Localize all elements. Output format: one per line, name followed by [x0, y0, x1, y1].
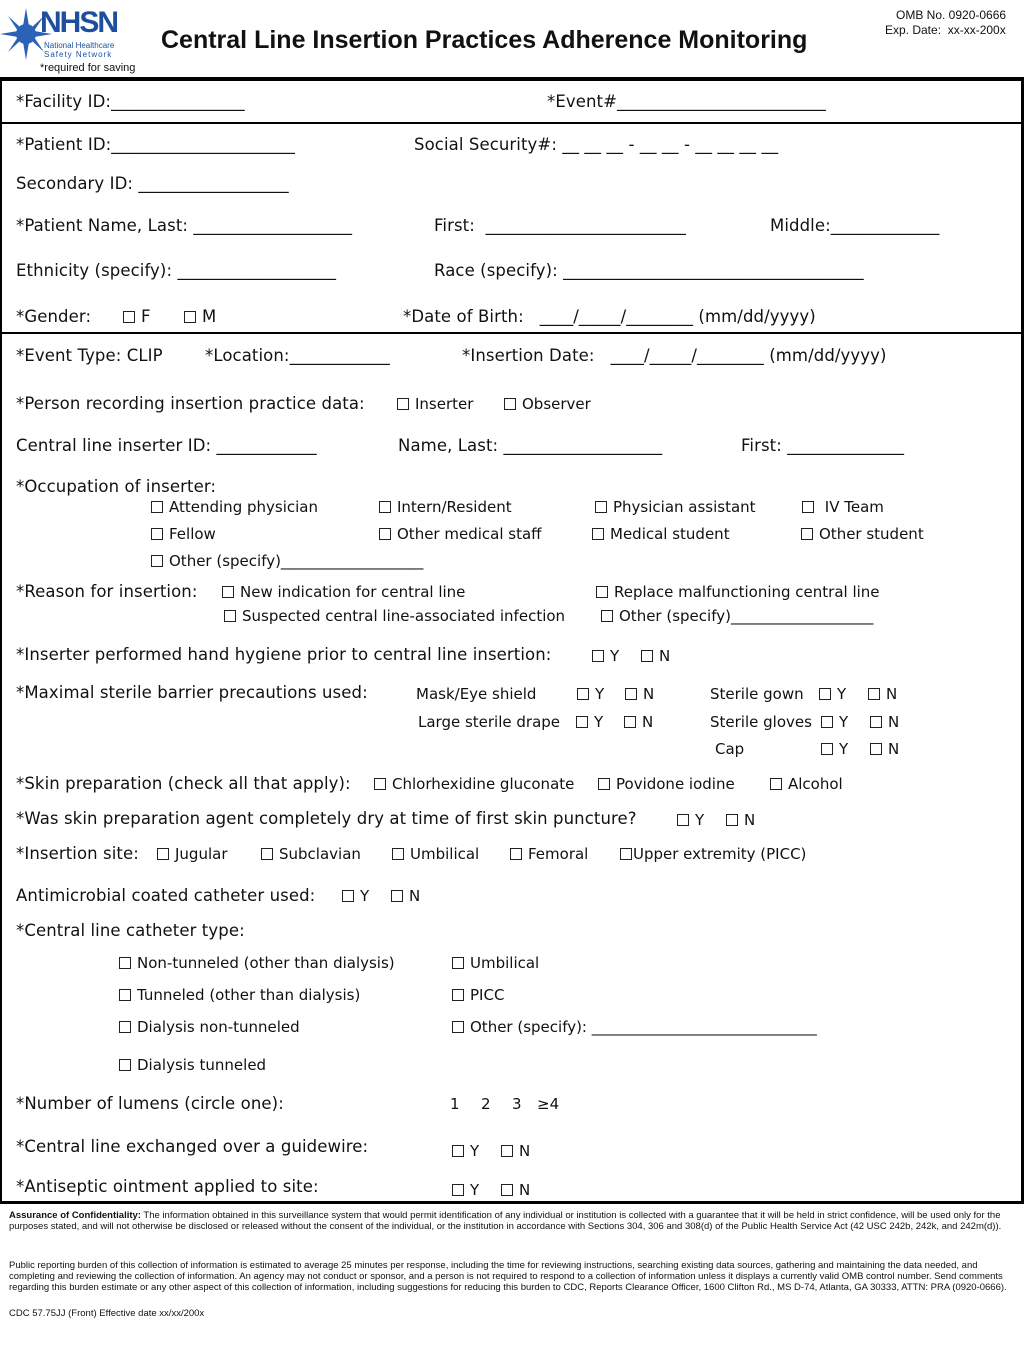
facility-id-field[interactable]: *Facility ID:________________ [16, 92, 245, 111]
nhsn-logo [0, 6, 140, 62]
lumen-option-2[interactable]: 2 [481, 1095, 491, 1113]
reason-other-checkbox[interactable] [601, 607, 873, 625]
drape-yes-checkbox[interactable] [576, 713, 603, 731]
cap-label: Cap [715, 740, 745, 758]
reason-label: *Reason for insertion: [16, 582, 198, 601]
logo-line2: Safety Network [44, 50, 113, 59]
checkbox-icon [261, 848, 273, 860]
ct-other-label: Other (specify): ______________________________ [470, 1018, 817, 1036]
patient-first-name-field[interactable]: First: ________________________ [434, 216, 686, 235]
person-recording-label: *Person recording insertion practice data: [16, 394, 365, 413]
top-rule [0, 77, 1024, 81]
date-of-birth-field[interactable]: *Date of Birth: ____/_____/________ (mm/dd/yyyy) [403, 307, 816, 326]
chg-checkbox[interactable] [374, 775, 574, 793]
insertion-date-field[interactable]: *Insertion Date: ____/_____/________ (mm/dd/yyyy) [462, 346, 887, 365]
checkbox-icon [222, 586, 234, 598]
drape-label: Large sterile drape [418, 713, 561, 731]
no-label: N [519, 1142, 531, 1160]
checkbox-icon [592, 650, 604, 662]
checkbox-icon [577, 688, 589, 700]
checkbox-icon [119, 1021, 131, 1033]
checkbox-icon [819, 688, 831, 700]
chg-label: Chlorhexidine gluconate [392, 775, 575, 793]
ct-dialysis-tun-checkbox[interactable] [119, 1056, 266, 1074]
drape-no-checkbox[interactable] [624, 713, 653, 731]
checkbox-icon [601, 610, 613, 622]
occ-attending-checkbox[interactable] [151, 498, 318, 516]
expiration-date: Exp. Date: xx-xx-200x [885, 23, 1006, 37]
ct-picc-label: PICC [470, 986, 505, 1004]
occ-attending-label: Attending physician [169, 498, 318, 516]
checkbox-icon [119, 957, 131, 969]
patient-middle-name-field[interactable]: Middle:_____________ [770, 216, 940, 235]
checkbox-icon [119, 989, 131, 1001]
inserter-id-field[interactable]: Central line inserter ID: ____________ [16, 436, 317, 455]
checkbox-icon [510, 848, 522, 860]
dry-no-checkbox[interactable] [726, 811, 755, 829]
alcohol-checkbox[interactable] [770, 775, 843, 793]
gloves-label: Sterile gloves [710, 713, 812, 731]
ct-umbilical-label: Umbilical [470, 954, 540, 972]
checkbox-icon [151, 501, 163, 513]
yes-label: Y [360, 887, 370, 905]
no-label: N [643, 685, 655, 703]
occ-intern-label: Intern/Resident [397, 498, 512, 516]
checkbox-icon [119, 1059, 131, 1071]
checkbox-icon [379, 528, 391, 540]
checkbox-icon [598, 778, 610, 790]
race-field[interactable]: Race (specify): ____________________________________ [434, 261, 864, 280]
occ-other-student-checkbox[interactable] [801, 525, 924, 543]
occ-fellow-checkbox[interactable] [151, 525, 216, 543]
yes-label: Y [470, 1181, 480, 1199]
reason-replace-label: Replace malfunctioning central line [614, 583, 880, 601]
occ-fellow-label: Fellow [169, 525, 216, 543]
checkbox-icon [592, 528, 604, 540]
checkbox-icon [641, 650, 653, 662]
ct-dialysis-non-label: Dialysis non-tunneled [137, 1018, 300, 1036]
dry-label: *Was skin preparation agent completely dry at time of first skin puncture? [16, 809, 637, 828]
checkbox-icon [392, 848, 404, 860]
event-type: *Event Type: CLIP [16, 346, 163, 365]
reason-other-label: Other (specify)___________________ [619, 607, 874, 625]
insertion-site-label: *Insertion site: [16, 844, 139, 863]
catheter-type-label: *Central line catheter type: [16, 921, 245, 940]
hygiene-no-checkbox[interactable] [641, 647, 670, 665]
occ-other-staff-checkbox[interactable] [379, 525, 542, 543]
checkbox-icon [501, 1145, 513, 1157]
gloves-no-checkbox[interactable] [870, 713, 899, 731]
antimicrobial-label: Antimicrobial coated catheter used: [16, 886, 316, 905]
checkbox-icon [379, 501, 391, 513]
ssn-field[interactable]: Social Security#: __ __ __ - __ __ - __ __ __ __ [414, 135, 779, 154]
inserter-label: Inserter [415, 395, 474, 413]
checkbox-icon [452, 989, 464, 1001]
checkbox-icon [620, 848, 632, 860]
checkbox-icon [821, 716, 833, 728]
checkbox-icon [870, 743, 882, 755]
yes-label: Y [695, 811, 705, 829]
ointment-yes-checkbox[interactable] [452, 1181, 479, 1199]
antimicrobial-yes-checkbox[interactable] [342, 887, 369, 905]
checkbox-icon [596, 586, 608, 598]
form-id: CDC 57.75JJ (Front) Effective date xx/xx/200x [9, 1308, 205, 1319]
no-label: N [886, 685, 898, 703]
ct-nontunneled-label: Non-tunneled (other than dialysis) [137, 954, 395, 972]
inserter-first-name-field[interactable]: First: ______________ [741, 436, 905, 455]
occ-other-staff-label: Other medical staff [397, 525, 542, 543]
no-label: N [888, 740, 900, 758]
page-title: Central Line Insertion Practices Adherence Monitoring [161, 26, 808, 54]
lumen-option-1[interactable]: 1 [450, 1095, 460, 1113]
checkbox-icon [821, 743, 833, 755]
confidentiality-text: The information obtained in this surveillance system that would permit identification of any individual or institution is collected with a guarantee that it will be held in strict confidence, will be used only for the purposes stated, and will not otherwise be disclosed or released without the consent of the individual, or the institution in accordance with Sections 304, 306 and 308(d) of the Public Health Service Act (42 USC 242b, 242k, and 242m(d)). [9, 1210, 1002, 1232]
guidewire-label: *Central line exchanged over a guidewire: [16, 1137, 369, 1156]
ointment-no-checkbox[interactable] [501, 1181, 530, 1199]
hygiene-yes-checkbox[interactable] [592, 647, 619, 665]
inserter-last-name-field[interactable]: Name, Last: ___________________ [398, 436, 663, 455]
checkbox-icon [397, 398, 409, 410]
lumen-option-3[interactable]: 3 [512, 1095, 522, 1113]
gender-f-checkbox[interactable] [123, 307, 151, 326]
no-label: N [519, 1181, 531, 1199]
no-label: N [409, 887, 421, 905]
site-femoral-checkbox[interactable] [510, 845, 588, 863]
site-subclavian-checkbox[interactable] [261, 845, 361, 863]
reason-new-checkbox[interactable] [222, 583, 465, 601]
checkbox-icon [576, 716, 588, 728]
mask-label: Mask/Eye shield [416, 685, 537, 703]
occ-intern-checkbox[interactable] [379, 498, 512, 516]
yes-label: Y [470, 1142, 480, 1160]
antimicrobial-no-checkbox[interactable] [391, 887, 420, 905]
confidentiality-heading: Assurance of Confidentiality: [9, 1210, 141, 1221]
no-label: N [888, 713, 900, 731]
site-picc-label: Upper extremity (PICC) [633, 845, 807, 863]
site-subclavian-label: Subclavian [279, 845, 361, 863]
checkbox-icon [452, 1184, 464, 1196]
site-umbilical-label: Umbilical [410, 845, 480, 863]
checkbox-icon [868, 688, 880, 700]
alcohol-label: Alcohol [788, 775, 843, 793]
occ-other-label: Other (specify)___________________ [169, 552, 424, 570]
checkbox-icon [452, 1145, 464, 1157]
section-divider-1 [0, 122, 1024, 124]
ethnicity-field[interactable]: Ethnicity (specify): ___________________ [16, 261, 337, 280]
ct-nontunneled-checkbox[interactable] [119, 954, 395, 972]
checkbox-icon [501, 1184, 513, 1196]
logo-line1: National Healthcare [44, 41, 115, 50]
ct-tunneled-checkbox[interactable] [119, 986, 360, 1004]
checkbox-icon [625, 688, 637, 700]
site-femoral-label: Femoral [528, 845, 589, 863]
gender-m-label: M [202, 307, 217, 326]
gown-no-checkbox[interactable] [868, 685, 897, 703]
checkbox-icon [342, 890, 354, 902]
confidentiality-statement [9, 1210, 1014, 1232]
logo-wordmark: NHSN [40, 6, 118, 39]
checkbox-icon [391, 890, 403, 902]
yes-label: Y [837, 685, 847, 703]
gender-m-checkbox[interactable] [184, 307, 216, 326]
observer-checkbox[interactable] [504, 395, 591, 413]
checkbox-icon [801, 528, 813, 540]
ointment-label: *Antiseptic ointment applied to site: [16, 1177, 319, 1196]
section-divider-2 [0, 332, 1024, 334]
checkbox-icon [184, 311, 196, 323]
ct-dialysis-tun-label: Dialysis tunneled [137, 1056, 267, 1074]
checkbox-icon [452, 957, 464, 969]
reason-suspected-label: Suspected central line-associated infection [242, 607, 566, 625]
observer-label: Observer [522, 395, 591, 413]
no-label: N [744, 811, 756, 829]
cap-yes-checkbox[interactable] [821, 740, 848, 758]
ct-tunneled-label: Tunneled (other than dialysis) [137, 986, 361, 1004]
hand-hygiene-label: *Inserter performed hand hygiene prior to central line insertion: [16, 645, 552, 664]
checkbox-icon [224, 610, 236, 622]
occ-med-student-label: Medical student [610, 525, 730, 543]
checkbox-icon [770, 778, 782, 790]
ct-other-checkbox[interactable] [452, 1018, 817, 1036]
reason-replace-checkbox[interactable] [596, 583, 880, 601]
site-umbilical-checkbox[interactable] [392, 845, 479, 863]
occ-pa-checkbox[interactable] [595, 498, 756, 516]
gender-f-label: F [141, 307, 151, 326]
inserter-checkbox[interactable] [397, 395, 473, 413]
checkbox-icon [802, 501, 814, 513]
reason-suspected-checkbox[interactable] [224, 607, 565, 625]
checkbox-icon [374, 778, 386, 790]
occ-pa-label: Physician assistant [613, 498, 756, 516]
checkbox-icon [624, 716, 636, 728]
yes-label: Y [839, 713, 849, 731]
site-picc-checkbox[interactable] [620, 845, 806, 863]
checkbox-icon [123, 311, 135, 323]
occ-other-student-label: Other student [819, 525, 924, 543]
guidewire-no-checkbox[interactable] [501, 1142, 530, 1160]
ct-picc-checkbox[interactable] [452, 986, 504, 1004]
gender-label: *Gender: [16, 307, 92, 326]
guidewire-yes-checkbox[interactable] [452, 1142, 479, 1160]
required-note: *required for saving [40, 62, 136, 74]
checkbox-icon [504, 398, 516, 410]
dry-yes-checkbox[interactable] [677, 811, 704, 829]
occ-iv-label: IV Team [820, 498, 884, 516]
reason-new-label: New indication for central line [240, 583, 466, 601]
bottom-rule [0, 1201, 1024, 1204]
occ-iv-checkbox[interactable] [802, 498, 884, 516]
event-number-field[interactable]: *Event#_________________________ [547, 92, 826, 111]
occ-other-checkbox[interactable] [151, 552, 423, 570]
checkbox-icon [157, 848, 169, 860]
cap-no-checkbox[interactable] [870, 740, 899, 758]
checkbox-icon [726, 814, 738, 826]
checkbox-icon [677, 814, 689, 826]
gloves-yes-checkbox[interactable] [821, 713, 848, 731]
occ-med-student-checkbox[interactable] [592, 525, 730, 543]
barrier-label: *Maximal sterile barrier precautions used: [16, 683, 368, 702]
povidone-checkbox[interactable] [598, 775, 735, 793]
mask-yes-checkbox[interactable] [577, 685, 604, 703]
site-jugular-label: Jugular [175, 845, 228, 863]
left-border [0, 80, 2, 1204]
occupation-label: *Occupation of inserter: [16, 477, 217, 496]
checkbox-icon [151, 555, 163, 567]
patient-id-field[interactable]: *Patient ID:______________________ [16, 135, 295, 154]
burden-statement: Public reporting burden of this collection of information is estimated to average 25 minutes per response, including the time for reviewing instructions, searching existing data sources, gathering and maintaining the data needed, and completing and reviewing the collection of information. An agency may not conduct or sponsor, and a person is not required to respond to a collection of information unless it displays a currently valid OMB control number. Send comments regarding this burden estimate or any other aspect of this collection of information, including suggestions for reducing this burden to CDC, Reports Clearance Officer, 1600 Clifton Rd., MS D-74, Atlanta, GA 30333, ATTN: PRA (0920-0666). [9, 1260, 1007, 1293]
patient-last-name-field[interactable]: *Patient Name, Last: ___________________ [16, 216, 353, 235]
lumens-label: *Number of lumens (circle one): [16, 1094, 284, 1113]
skin-prep-label: *Skin preparation (check all that apply): [16, 774, 351, 793]
yes-label: Y [595, 685, 605, 703]
gown-label: Sterile gown [710, 685, 804, 703]
gown-yes-checkbox[interactable] [819, 685, 846, 703]
povidone-label: Povidone iodine [616, 775, 735, 793]
site-jugular-checkbox[interactable] [157, 845, 228, 863]
checkbox-icon [595, 501, 607, 513]
checkbox-icon [151, 528, 163, 540]
ct-dialysis-non-checkbox[interactable] [119, 1018, 300, 1036]
mask-no-checkbox[interactable] [625, 685, 654, 703]
secondary-id-field[interactable]: Secondary ID: __________________ [16, 174, 289, 193]
lumen-option-4-plus[interactable]: ≥4 [537, 1095, 560, 1113]
no-label: N [659, 647, 671, 665]
yes-label: Y [610, 647, 620, 665]
no-label: N [642, 713, 654, 731]
yes-label: Y [594, 713, 604, 731]
yes-label: Y [839, 740, 849, 758]
checkbox-icon [870, 716, 882, 728]
checkbox-icon [452, 1021, 464, 1033]
omb-number: OMB No. 0920-0666 [896, 8, 1007, 22]
location-field[interactable]: *Location:____________ [205, 346, 390, 365]
ct-umbilical-checkbox[interactable] [452, 954, 539, 972]
